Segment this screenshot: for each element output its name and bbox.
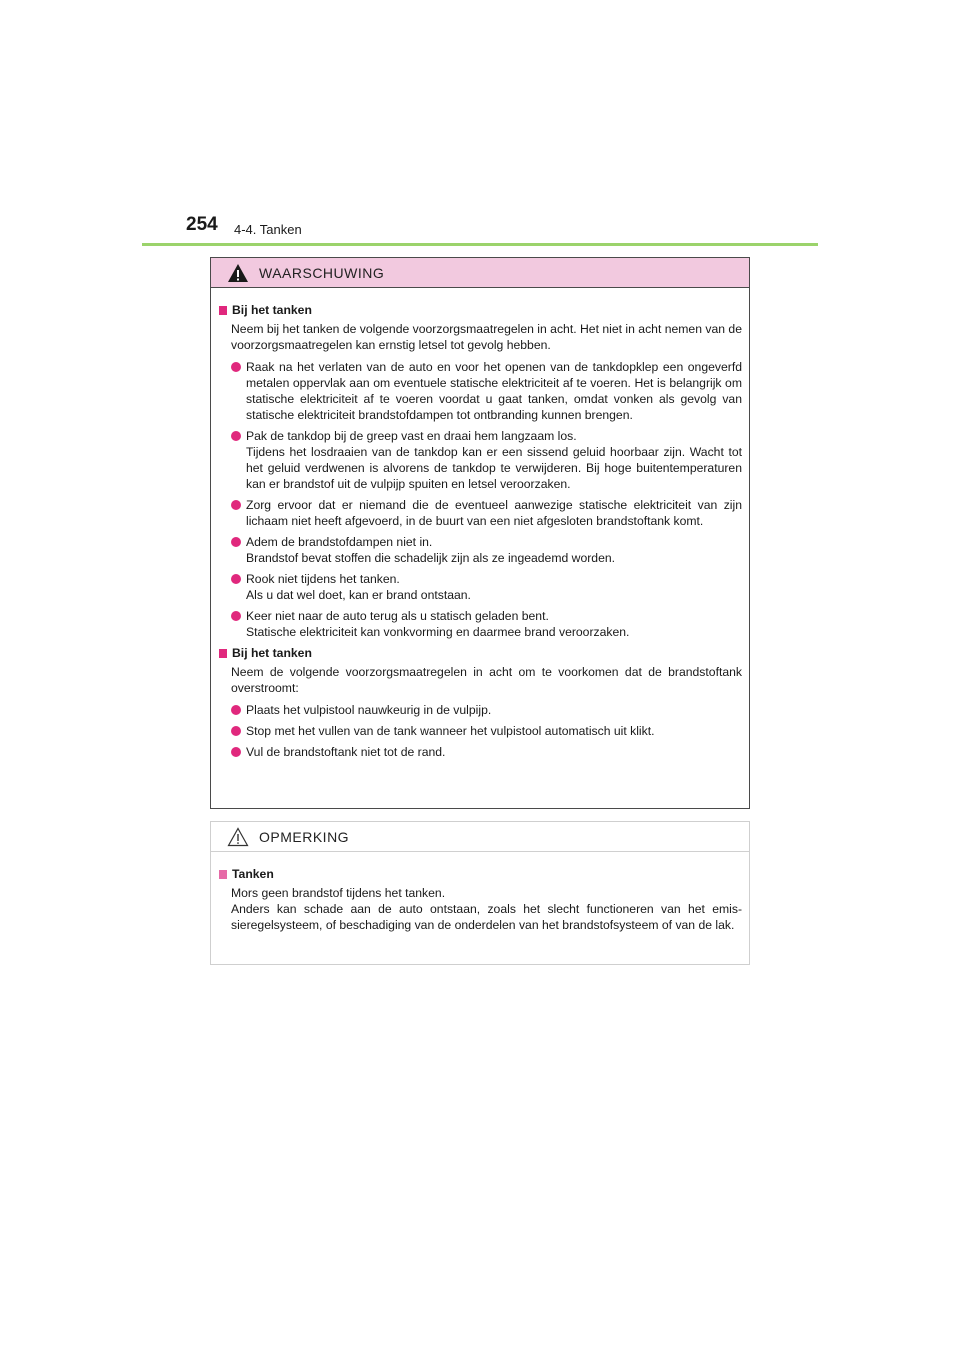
list-item-line: Pak de tankdop bij de greep vast en draai hem langzaam los. bbox=[246, 429, 577, 443]
circle-bullet-icon bbox=[231, 574, 241, 584]
list-item-text bbox=[246, 534, 742, 566]
warning-intro: Neem bij het tanken de volgende voorzorgsmaatregelen in acht. Het niet in acht nemen van de voorzorgsmaatregelen kan ernstig letsel tot gevolg hebben. bbox=[231, 322, 742, 352]
circle-bullet-icon bbox=[231, 362, 241, 372]
list-item-text: Zorg ervoor dat er niemand die de eventueel aanwezige statische elektriciteit van zijn lichaam niet heeft afgevoerd, in de buurt van een niet afgesloten brandstoftank komt. bbox=[246, 498, 742, 528]
square-bullet-icon bbox=[219, 306, 227, 315]
warning-triangle-icon bbox=[227, 263, 249, 283]
subheading-text: Bij het tanken bbox=[232, 303, 312, 317]
note-text bbox=[231, 885, 742, 933]
note-title: OPMERKING bbox=[259, 828, 350, 845]
list-item bbox=[231, 702, 742, 718]
warning-body bbox=[211, 288, 749, 760]
list-item-line: Statische elektriciteit kan vonkvorming en daarmee brand veroorzaken. bbox=[246, 625, 630, 639]
warning-header bbox=[211, 258, 749, 288]
header-rule bbox=[142, 243, 818, 246]
warning-subheading bbox=[219, 645, 742, 661]
list-item bbox=[231, 608, 742, 640]
list-item-text: Vul de brandstoftank niet tot de rand. bbox=[246, 745, 446, 759]
list-item-text bbox=[246, 608, 742, 640]
list-item-text: Raak na het verlaten van de auto en voor het openen van de tankdopklep een ongeverfd metalen oppervlak aan om eventuele statische elektriciteit af te voeren. Het is belangrijk om statische elektriciteit af te voeren voordat u gaat tanken, omdat vonken als gevolg van statische elektriciteit brandstofdampen tot ontbranding kunnen brengen. bbox=[246, 360, 742, 422]
note-box bbox=[210, 821, 750, 965]
note-header bbox=[211, 822, 749, 852]
list-item-text: Plaats het vulpistool nauwkeurig in de vulpijp. bbox=[246, 703, 492, 717]
note-line: Mors geen brandstof tijdens het tanken. bbox=[231, 886, 446, 900]
circle-bullet-icon bbox=[231, 705, 241, 715]
subheading-text: Bij het tanken bbox=[232, 646, 312, 660]
note-subheading bbox=[219, 866, 742, 882]
warning-intro: Neem de volgende voorzorgsmaatregelen in acht om te voorkomen dat de brandstoftank overstroomt: bbox=[231, 665, 742, 695]
list-item-line: Keer niet naar de auto terug als u statisch geladen bent. bbox=[246, 609, 549, 623]
list-item-line: Als u dat wel doet, kan er brand ontstaan. bbox=[246, 588, 471, 602]
list-item-line: Rook niet tijdens het tanken. bbox=[246, 572, 400, 586]
circle-bullet-icon bbox=[231, 611, 241, 621]
list-item-text: Stop met het vullen van de tank wanneer het vulpistool automatisch uit klikt. bbox=[246, 724, 655, 738]
warning-subheading bbox=[219, 302, 742, 318]
page-number: 254 bbox=[186, 214, 218, 235]
list-item-text bbox=[246, 428, 742, 492]
list-item-text bbox=[246, 571, 742, 603]
square-bullet-icon bbox=[219, 870, 227, 879]
list-item bbox=[231, 534, 742, 566]
list-item bbox=[231, 359, 742, 423]
circle-bullet-icon bbox=[231, 537, 241, 547]
note-body bbox=[211, 852, 749, 933]
list-item bbox=[231, 744, 742, 760]
caution-triangle-icon bbox=[227, 827, 249, 847]
circle-bullet-icon bbox=[231, 747, 241, 757]
list-item bbox=[231, 723, 742, 739]
circle-bullet-icon bbox=[231, 500, 241, 510]
list-item bbox=[231, 571, 742, 603]
circle-bullet-icon bbox=[231, 431, 241, 441]
list-item-line: Adem de brandstofdampen niet in. bbox=[246, 535, 433, 549]
square-bullet-icon bbox=[219, 649, 227, 658]
list-item bbox=[231, 428, 742, 492]
list-item-line: Brandstof bevat stoffen die schadelijk zijn als ze ingeademd worden. bbox=[246, 551, 616, 565]
list-item bbox=[231, 497, 742, 529]
list-item-line: Tijdens het losdraaien van de tankdop kan er een sissend geluid hoorbaar zijn. Wacht tot het geluid verdwenen is alvorens de tankdop te verwijderen. Bij hoge buitentemperaturen kan er brandstof uit de vulpijp spuiten en letsel veroorzaken. bbox=[246, 445, 742, 491]
warning-box bbox=[210, 257, 750, 809]
subheading-text: Tanken bbox=[232, 867, 274, 881]
note-line: Anders kan schade aan de auto ontstaan, zoals het slecht functioneren van het emissieregelsysteem, of beschadiging van de onderdelen van het brandstofsysteem of van de lak. bbox=[231, 902, 742, 932]
section-title: 4-4. Tanken bbox=[234, 222, 302, 237]
circle-bullet-icon bbox=[231, 726, 241, 736]
warning-title: WAARSCHUWING bbox=[259, 264, 385, 281]
